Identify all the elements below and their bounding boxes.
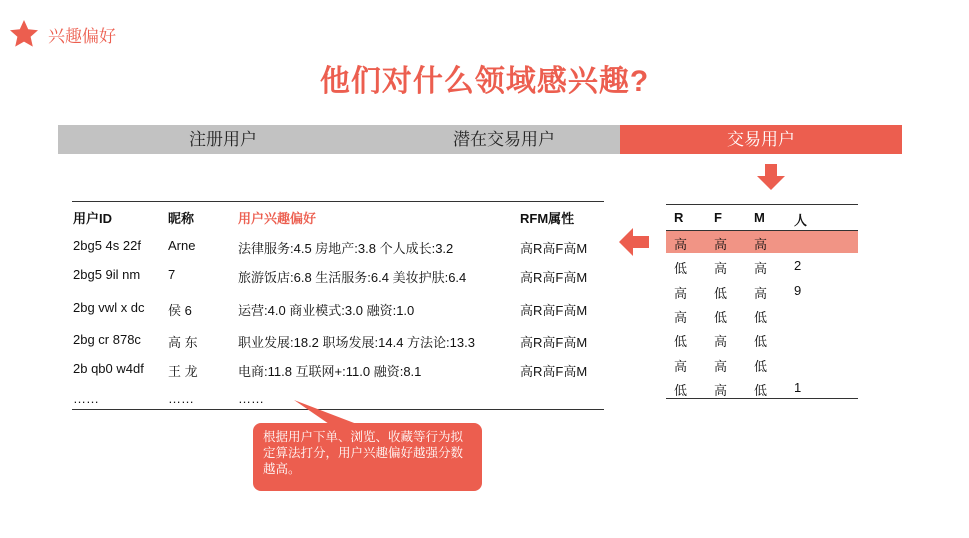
r-value: 低 bbox=[674, 334, 688, 349]
nickname: 7 bbox=[168, 267, 176, 282]
left-arrow-icon bbox=[619, 228, 649, 256]
header-m: M bbox=[754, 210, 765, 225]
r-value: 高 bbox=[674, 286, 688, 301]
m-value: 低 bbox=[754, 334, 768, 349]
f-value: 高 bbox=[714, 383, 728, 398]
interest: 旅游饭店:6.8 生活服务:6.4 美妆护肤:6.4 bbox=[238, 270, 467, 285]
nickname: 侯 6 bbox=[168, 303, 192, 318]
tab-registered-users[interactable]: 注册用户 bbox=[58, 125, 388, 154]
table-row bbox=[666, 255, 858, 277]
table-row bbox=[72, 238, 604, 258]
tab-potential-users[interactable]: 潜在交易用户 bbox=[388, 125, 620, 154]
f-value: 高 bbox=[714, 261, 728, 276]
table-row bbox=[72, 267, 604, 287]
table-top-rule bbox=[72, 201, 604, 202]
count-value: 1 bbox=[794, 380, 802, 395]
r-value: 高 bbox=[674, 310, 688, 325]
section-title: 兴趣偏好 bbox=[48, 26, 116, 46]
r-value: 高 bbox=[674, 359, 688, 374]
count-value: 2 bbox=[794, 258, 802, 273]
rfm: 高R高F高M bbox=[520, 335, 588, 350]
table-row bbox=[666, 304, 858, 326]
header-rfm: RFM属性 bbox=[520, 211, 575, 226]
page-title: 他们对什么领域感兴趣? bbox=[319, 65, 650, 98]
table-row bbox=[666, 280, 858, 302]
user-id: …… bbox=[73, 391, 99, 406]
m-value: 低 bbox=[754, 383, 768, 398]
rfm: 高R高F高M bbox=[520, 303, 588, 318]
table-bottom-rule bbox=[666, 398, 858, 399]
header-interest: 用户兴趣偏好 bbox=[238, 211, 317, 226]
rfm: 高R高F高M bbox=[520, 270, 588, 285]
tab-trading-users[interactable]: 交易用户 bbox=[620, 125, 902, 154]
down-arrow-icon bbox=[757, 164, 785, 190]
table-row bbox=[72, 332, 604, 352]
m-value: 低 bbox=[754, 359, 768, 374]
user-id: 2bg5 9il nm bbox=[73, 267, 141, 282]
nickname: 王 龙 bbox=[168, 364, 198, 379]
table-row bbox=[666, 231, 858, 253]
m-value: 低 bbox=[754, 310, 768, 325]
r-value: 高 bbox=[674, 237, 688, 252]
interest: …… bbox=[238, 391, 264, 406]
explanation-callout: 根据用户下单、浏览、收藏等行为拟定算法打分，用户兴趣偏好越强分数越高。 bbox=[253, 423, 482, 491]
r-value: 低 bbox=[674, 261, 688, 276]
rfm: 高R高F高M bbox=[520, 241, 588, 256]
interest: 法律服务:4.5 房地产:3.8 个人成长:3.2 bbox=[238, 241, 454, 256]
nickname: …… bbox=[168, 391, 194, 406]
user-id: 2bg cr 878c bbox=[73, 332, 141, 347]
m-value: 高 bbox=[754, 261, 768, 276]
rfm: 高R高F高M bbox=[520, 364, 588, 379]
f-value: 低 bbox=[714, 310, 728, 325]
nickname: Arne bbox=[168, 238, 196, 253]
table-row bbox=[666, 377, 858, 399]
nickname: 高 东 bbox=[168, 335, 198, 350]
star-icon bbox=[8, 18, 40, 50]
interest: 职业发展:18.2 职场发展:14.4 方法论:13.3 bbox=[238, 335, 475, 350]
header-f: F bbox=[714, 210, 722, 225]
r-value: 低 bbox=[674, 383, 688, 398]
header-user-id: 用户ID bbox=[73, 211, 113, 226]
table-top-rule bbox=[666, 204, 858, 205]
header-count: 人 bbox=[794, 213, 808, 228]
count-value: 9 bbox=[794, 283, 802, 298]
f-value: 高 bbox=[714, 359, 728, 374]
f-value: 高 bbox=[714, 237, 728, 252]
header-nickname: 昵称 bbox=[168, 211, 195, 226]
user-type-tabs bbox=[58, 125, 902, 154]
f-value: 高 bbox=[714, 334, 728, 349]
user-id: 2bg vwl x dc bbox=[73, 300, 145, 315]
section-header bbox=[8, 16, 116, 52]
user-id: 2bg5 4s 22f bbox=[73, 238, 141, 253]
rfm-table bbox=[666, 204, 858, 400]
table-row bbox=[666, 328, 858, 350]
table-row bbox=[72, 361, 604, 381]
interest: 运营:4.0 商业模式:3.0 融资:1.0 bbox=[238, 303, 415, 318]
f-value: 低 bbox=[714, 286, 728, 301]
m-value: 高 bbox=[754, 286, 768, 301]
user-id: 2b qb0 w4df bbox=[73, 361, 144, 376]
m-value: 高 bbox=[754, 237, 768, 252]
interest: 电商:11.8 互联网+:11.0 融资:8.1 bbox=[238, 364, 422, 379]
table-row bbox=[666, 353, 858, 375]
table-row bbox=[72, 300, 604, 320]
header-r: R bbox=[674, 210, 684, 225]
